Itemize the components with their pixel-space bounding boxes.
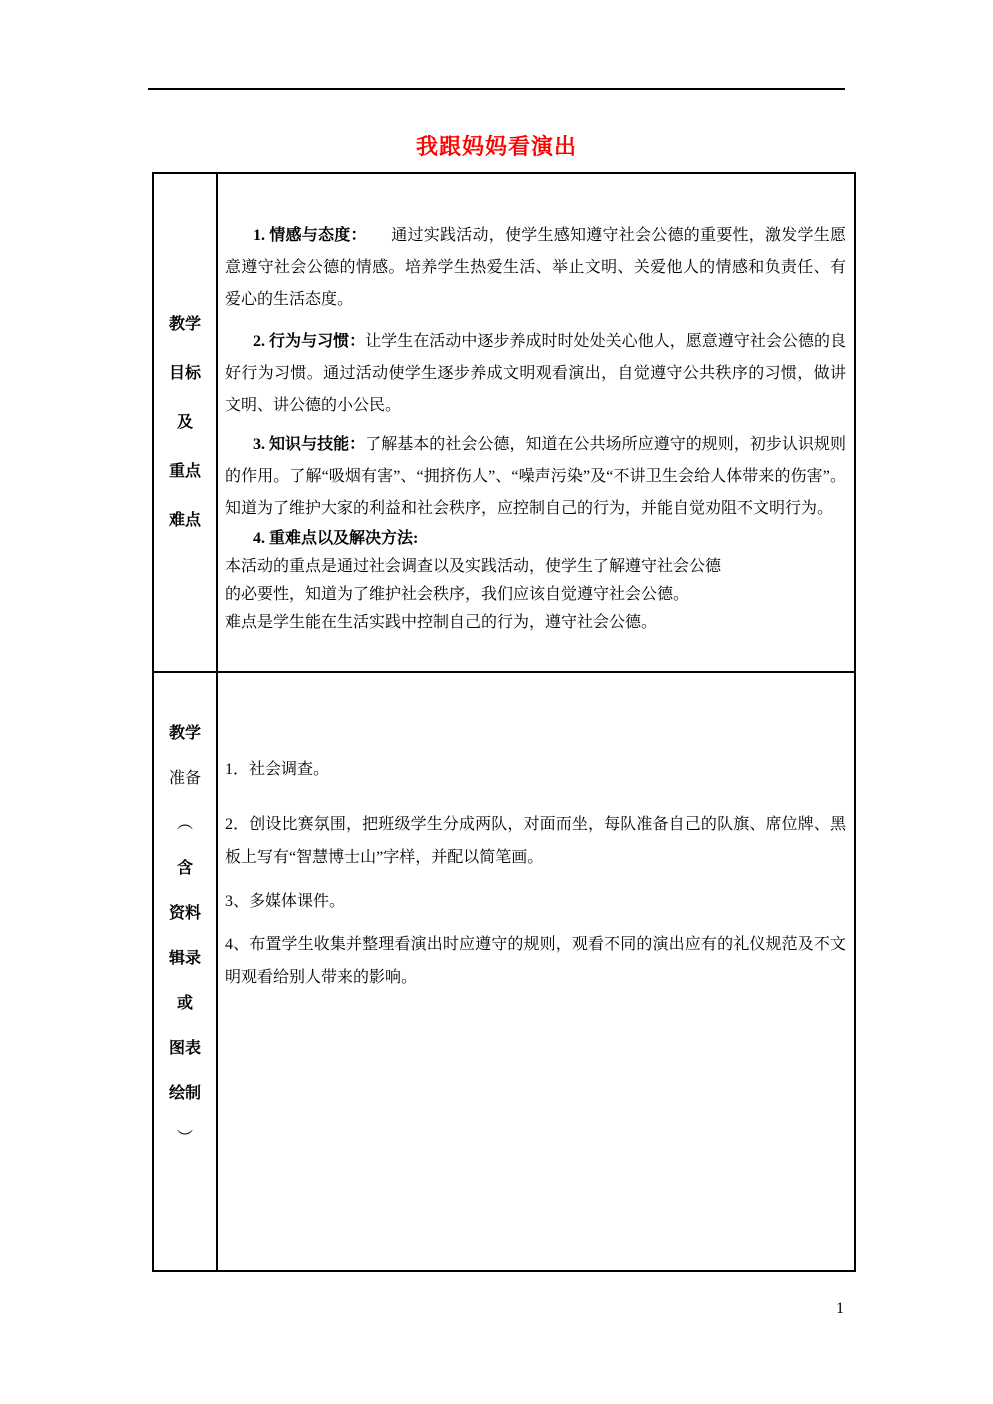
- preparation-header-word: 或: [176, 995, 193, 1012]
- preparation-header-word: 辑录: [168, 950, 201, 967]
- objective-paragraph-behavior: [225, 326, 846, 422]
- objectives-content-cell: [218, 174, 854, 673]
- preparation-header-word: 图表: [168, 1040, 201, 1057]
- objectives-header-word: 重点: [168, 462, 201, 480]
- page-number: 1: [836, 1300, 844, 1317]
- objectives-header-word: 难点: [168, 511, 201, 529]
- objective-head-emotion: 1. 情感与态度：: [253, 227, 359, 244]
- page-header-rule: [148, 88, 845, 90]
- lesson-plan-table: [152, 172, 856, 1272]
- objective-paragraph-emotion: [225, 220, 846, 316]
- objective-head-keypoints: 4. 重难点以及解决方法:: [253, 530, 419, 547]
- preparation-content-cell: [218, 673, 854, 1270]
- preparation-item: 4、布置学生收集并整理看演出时应遵守的规则，观看不同的演出应有的礼仪规范及不文明观看给别人带来的影响。: [225, 936, 846, 986]
- preparation-header-word: 绘制: [168, 1085, 201, 1102]
- open-paren-vertical: ︵: [176, 815, 193, 832]
- objectives-header-word: 及: [176, 413, 193, 431]
- objective-body-emotion: 通过实践活动，使学生感知遵守社会公德的重要性，激发学生愿意遵守社会公德的情感。培养学生热爱生活、举止文明、关爱他人的情感和负责任、有爱心的生活态度。: [225, 227, 846, 308]
- page-title: 我跟妈妈看演出: [415, 134, 577, 159]
- objective-head-behavior: 2. 行为与习惯：: [253, 333, 366, 350]
- preparation-item: 1．社会调查。: [225, 761, 330, 778]
- preparation-header-cell: [154, 673, 218, 1270]
- preparation-header-word: 准备: [168, 770, 201, 787]
- objective-body-knowledge: 了解基本的社会公德，知道在公共场所应遵守的规则，初步认识规则的作用。了解“吸烟有害”、“拥挤伤人”、“噪声污染”及“不讲卫生会给人体带来的伤害”。知道为了维护大家的利益和社会秩序，应控制自己的行为，并能自觉劝阻不文明行为。: [225, 436, 846, 517]
- keypoints-line: 的必要性，知道为了维护社会秩序，我们应该自觉遵守社会公德。: [225, 586, 690, 603]
- preparation-item: 2．创设比赛氛围，把班级学生分成两队，对面而坐，每队准备自己的队旗、席位牌、黑板上写有“智慧博士山”字样，并配以简笔画。: [225, 816, 846, 866]
- objectives-header-word: 目标: [168, 364, 201, 382]
- objective-body-behavior: 让学生在活动中逐步养成时时处处关心他人，愿意遵守社会公德的良好行为习惯。通过活动使学生逐步养成文明观看演出，自觉遵守公共秩序的习惯，做讲文明、讲公德的小公民。: [225, 333, 846, 414]
- preparation-header-word: 资料: [168, 905, 201, 922]
- preparation-header-word: 教学: [168, 725, 201, 742]
- keypoints-line: 本活动的重点是通过社会调查以及实践活动，使学生了解遵守社会公德: [225, 558, 722, 575]
- objective-paragraph-knowledge: [225, 429, 846, 525]
- objective-head-knowledge: 3. 知识与技能：: [253, 436, 366, 453]
- objectives-header-word: 教学: [168, 315, 201, 333]
- keypoints-line: 难点是学生能在生活实践中控制自己的行为，遵守社会公德。: [225, 614, 658, 631]
- objective-paragraph-keypoints: [225, 525, 846, 637]
- preparation-header-word: 含: [176, 860, 193, 877]
- close-paren-vertical: ︶: [176, 1130, 193, 1147]
- preparation-item: 3、多媒体课件。: [225, 893, 346, 910]
- objectives-header-cell: [154, 174, 218, 673]
